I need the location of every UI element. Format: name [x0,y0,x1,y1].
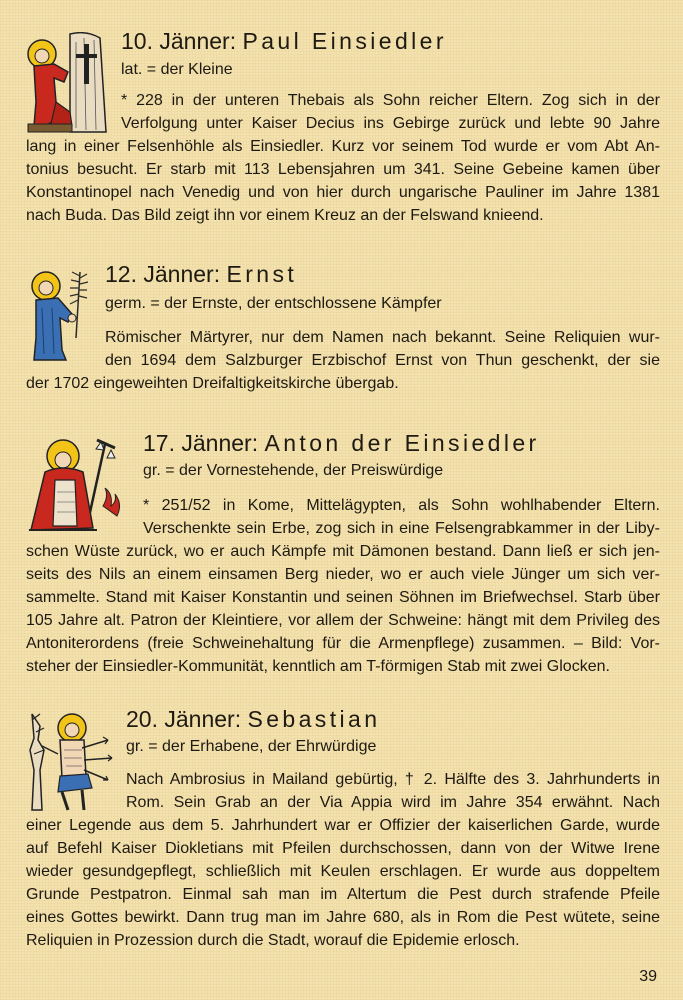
text-line: Verschenkte sein Erbe, zog sich in eine Felsengrabkammer in der Liby- [143,520,660,537]
text-line: * 228 in der unteren Thebais als Sohn reicher Eltern. Zog sich in der [121,92,660,109]
text-line: nach Buda. Das Bild zeigt ihn vor einem Kreuz an der Felswand knieend. [26,207,544,224]
etymology: germ. = der Ernste, der entschlossene Kämpfer [105,295,442,312]
entry-date: 20. Jänner: [126,706,242,732]
text-line: Rom. Sein Grab an der Via Appia wird im Jahre 354 erwähnt. Nach [126,794,660,811]
text-line: der 1702 eingeweihten Dreifaltigkeitskirche übergab. [26,375,399,392]
entry-title [126,705,380,733]
saint-name: Ernst [226,261,298,287]
entry-date: 12. Jänner: [105,261,221,287]
text-line: Reliquien in Prozession durch die Stadt, worauf die Epidemie erlosch. [26,932,520,949]
text-line: Konstantinopel nach Venedig und von hier durch ungarische Pauliner im Jahre 1381 [26,184,660,201]
etymology: gr. = der Vornestehende, der Preiswürdige [143,462,444,479]
etymology: lat. = der Kleine [121,61,233,78]
text-line: Römischer Märtyrer, nur dem Namen nach bekannt. Seine Reliquien wur- [105,329,660,346]
text-line: 105 Jahre alt. Patron der Kleintiere, vor allem der Schweine: hängt mit dem Privileg des [26,612,660,629]
text-line: steher der Einsiedler-Kommunität, kenntlich am T-förmigen Stab mit zwei Glocken. [26,658,610,675]
etymology: gr. = der Erhabene, der Ehrwürdige [126,738,377,755]
text-line: lang in einer Felsenhöhle als Einsiedler. Kurz vor seinem Tod wurde er vom Abt An- [26,138,660,155]
text-line: tonius besucht. Er starb mit 113 Lebensjahren um 341. Seine Gebeine kamen über [26,161,660,178]
entry-body [26,768,660,952]
saint-name: Sebastian [247,706,381,732]
entry-date: 10. Jänner: [121,28,237,54]
saint-name: Paul Einsiedler [242,28,447,54]
text-line: * 251/52 in Kome, Mittelägypten, als Sohn wohlhabender Eltern. [143,497,660,514]
text-line: eines Gottes bewirkt. Dann trug man im Jahre 680, als in Rom die Pest wütete, seine [26,909,660,926]
text-line: den 1694 dem Salzburger Erzbischof Ernst von Thun geschenkt, der sie [105,352,660,369]
entry-date: 17. Jänner: [143,430,259,456]
page-number: 39 [639,968,657,985]
text-line: Verfolgung unter Kaiser Decius ins Gebirge zurück und lebte 90 Jahre [121,115,660,132]
text-line: auf Befehl Kaiser Diokletians mit Pfeilen durchschossen, dann von der Witwe Irene [26,840,660,857]
text-line: Nach Ambrosius in Mailand gebürtig, † 2. Hälfte des 3. Jahrhunderts in [126,771,660,788]
saint-name: Anton der Einsiedler [264,430,540,456]
text-line: einer Legende aus dem 5. Jahrhundert war er Offizier der kaiserlichen Garde, wurde [26,817,660,834]
text-line: seits des Nils an einem einsamen Berg nieder, wo er auch viele Jünger um sich ver- [26,566,660,583]
text-line: Grunde Pestpatron. Einmal sah man im Altertum die Pest durch strafende Pfeile [26,886,660,903]
text-line: schen Wüste zurück, wo er auch Kämpfe mit Dämonen bestand. Dann ließ er sich jen- [26,543,660,560]
text-line: wieder gesundgepflegt, schließlich mit Keulen erschlagen. Er wurde aus doppeltem [26,863,660,880]
text-line: Antoniterordens (freie Schweinehaltung für die Armenpflege) zusammen. – Bild: Vor- [26,635,660,652]
text-line: sammelte. Stand mit Kaiser Konstantin und seinen Söhnen im Briefwechsel. Starb über [26,589,660,606]
